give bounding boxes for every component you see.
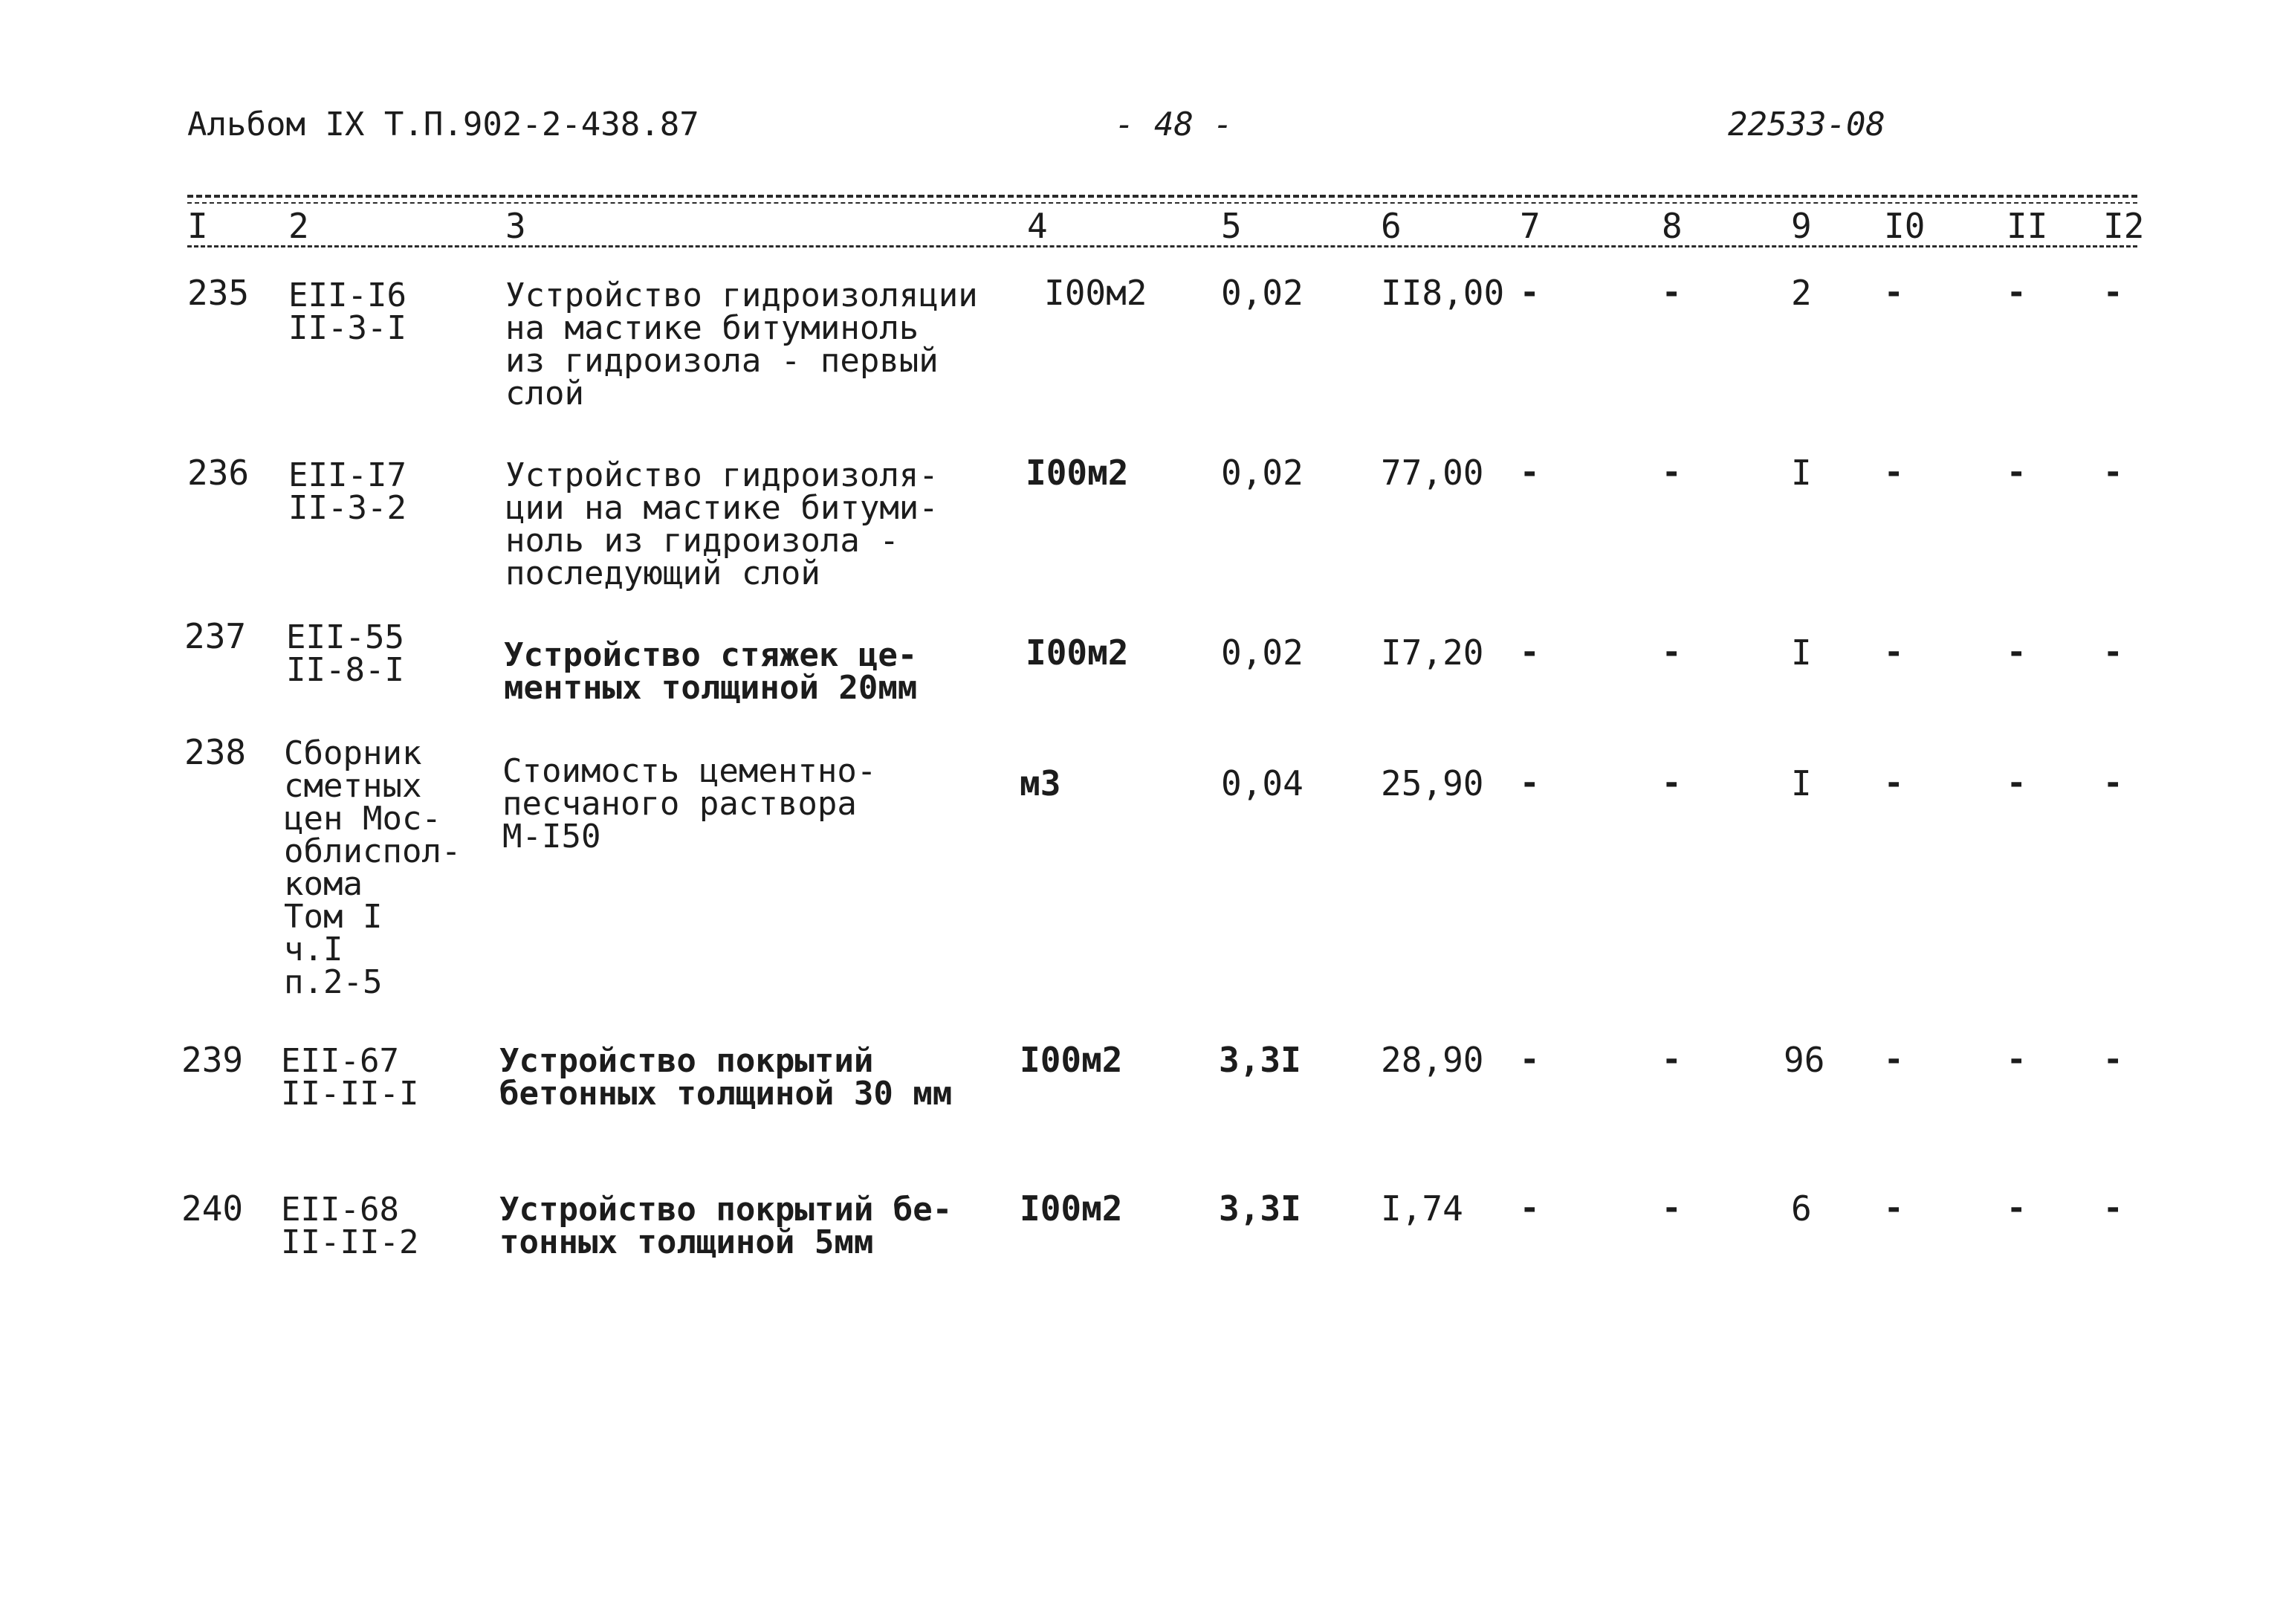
work-description: Устройство гидроизоляции на мастике битуминоль из гидроизола - первый слой [505,276,978,413]
col-11-value: - [2007,274,2027,311]
col-9-value: I [1791,763,1812,803]
col-10-value: - [1884,633,1904,671]
album-title: Альбом IX Т.П.902-2-438.87 [187,106,699,143]
col-7-value: - [1520,453,1540,491]
col-10-value: - [1884,1189,1904,1227]
col-8-value: - [1662,633,1682,671]
col-11-value: - [2007,1041,2027,1078]
quantity: 0,02 [1221,273,1304,313]
col-9-value: 2 [1791,273,1812,313]
norm-code: Сборник сметных цен Мос- облиспол- кома Том I ч.I п.2-5 [284,734,462,1001]
col-11-value: - [2007,453,2027,491]
col-10-value: - [1884,274,1904,311]
col-8-value: - [1662,1189,1682,1227]
col-11-value: - [2007,633,2027,671]
table-top-rule [187,195,2137,198]
row-number: 240 [181,1188,244,1229]
norm-code: EII-67 II-II-I [281,1042,419,1113]
col-12-value: - [2103,764,2123,802]
work-description: Устройство покрытий бе- тонных толщиной 5мм [499,1191,953,1261]
unit-price: 28,90 [1381,1040,1484,1080]
norm-code: EII-68 II-II-2 [281,1191,419,1261]
quantity: 0,02 [1221,633,1304,673]
unit-price: II8,00 [1381,273,1505,313]
unit: I00м2 [1026,453,1129,493]
unit-price: I,74 [1381,1188,1463,1229]
column-number: 5 [1221,206,1242,246]
unit: I00м2 [1020,1040,1123,1080]
column-number: II [2007,206,2048,246]
col-10-value: - [1884,453,1904,491]
col-11-value: - [2007,1189,2027,1227]
col-9-value: 6 [1791,1188,1812,1229]
col-8-value: - [1662,274,1682,311]
col-7-value: - [1520,1189,1540,1227]
row-number: 235 [187,273,250,313]
column-header-rule [187,245,2137,248]
work-description: Устройство покрытий бетонных толщиной 30 мм [499,1042,953,1113]
column-number: 9 [1791,206,1812,246]
col-7-value: - [1520,633,1540,671]
col-8-value: - [1662,764,1682,802]
column-number: I [187,206,208,246]
col-9-value: 96 [1784,1040,1825,1080]
quantity: 0,02 [1221,453,1304,493]
column-number: I2 [2103,206,2145,246]
norm-code: EII-55 II-8-I [286,618,404,689]
quantity: 0,04 [1221,763,1304,803]
row-number: 236 [187,453,250,493]
column-number: 8 [1662,206,1683,246]
quantity: 3,3I [1219,1040,1301,1080]
col-9-value: I [1791,453,1812,493]
unit-price: I7,20 [1381,633,1484,673]
col-9-value: I [1791,633,1812,673]
unit: I00м2 [1044,273,1147,313]
unit-price: 25,90 [1381,763,1484,803]
unit: I00м2 [1026,633,1129,673]
work-description: Устройство стяжек це- ментных толщиной 20мм [504,636,918,707]
work-description: Стоимость цементно- песчаного раствора М-I50 [502,752,877,855]
row-number: 239 [181,1040,244,1080]
col-7-value: - [1520,274,1540,311]
norm-code: EII-I7 II-3-2 [288,456,407,527]
col-11-value: - [2007,764,2027,802]
col-7-value: - [1520,764,1540,802]
row-number: 237 [184,616,247,656]
column-number: I0 [1884,206,1926,246]
col-12-value: - [2103,274,2123,311]
col-12-value: - [2103,633,2123,671]
col-12-value: - [2103,453,2123,491]
column-number: 3 [505,206,526,246]
col-12-value: - [2103,1189,2123,1227]
quantity: 3,3I [1219,1188,1301,1229]
column-number: 7 [1520,206,1541,246]
unit: м3 [1020,763,1061,803]
unit: I00м2 [1020,1188,1123,1229]
page-number: - 48 - [1115,106,1233,143]
work-description: Устройство гидроизоля- ции на мастике битуми- ноль из гидроизола - последующий слой [505,456,939,592]
table-top-rule-inner [187,202,2137,204]
col-10-value: - [1884,1041,1904,1078]
col-7-value: - [1520,1041,1540,1078]
column-number: 6 [1381,206,1402,246]
norm-code: EII-I6 II-3-I [288,276,407,347]
row-number: 238 [184,732,247,772]
column-number: 4 [1027,206,1048,246]
document-code: 22533-08 [1728,106,1885,143]
col-8-value: - [1662,1041,1682,1078]
unit-price: 77,00 [1381,453,1484,493]
col-12-value: - [2103,1041,2123,1078]
col-8-value: - [1662,453,1682,491]
col-10-value: - [1884,764,1904,802]
column-number: 2 [288,206,309,246]
